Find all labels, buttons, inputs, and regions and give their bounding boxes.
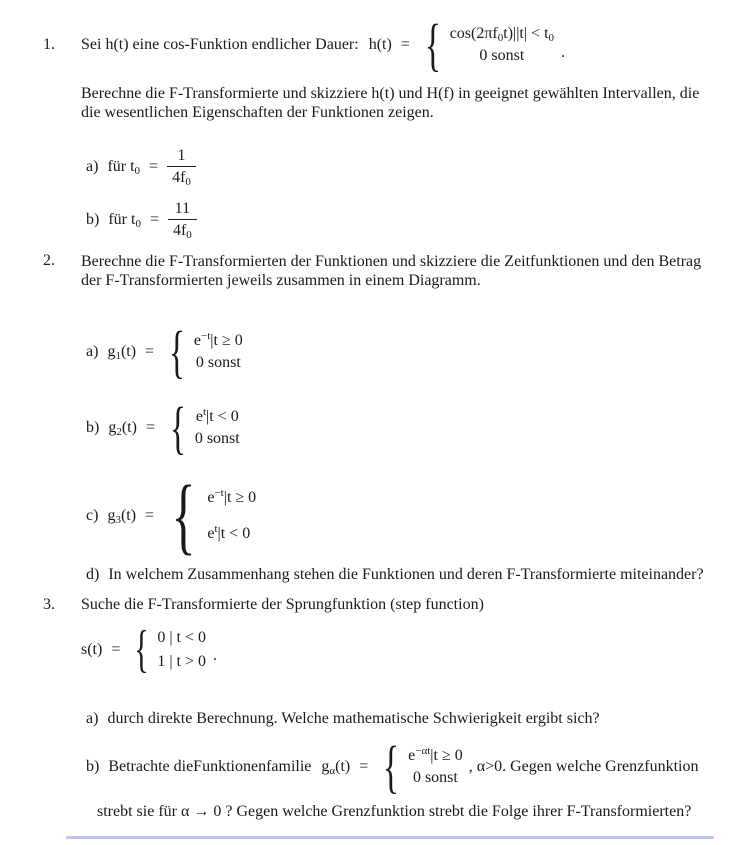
left-brace: { — [169, 395, 186, 461]
piecewise-h-row1: $\cos(2\pi f_0t)||t| < t_0$ — [449, 24, 555, 44]
piecewise-g2 — [164, 395, 240, 461]
left-brace: { — [383, 734, 400, 800]
exercise-3-paragraph: Suche die F-Transformierte der Sprungfunktion (step function) — [81, 596, 484, 613]
equals-sign: = — [149, 211, 159, 228]
fraction-1a — [167, 147, 196, 187]
g-alpha-lhs: $g_\alpha(t)$ — [321, 758, 351, 777]
piecewise-g1-row1: $e^{-t}|t \ge 0$ — [193, 329, 243, 349]
piecewise-s — [129, 621, 206, 679]
left-brace: { — [424, 12, 441, 78]
left-brace: { — [171, 467, 196, 564]
exercise-2-paragraph-line1: Berechne die F-Transformierten der Funktionen und skizziere die Zeitfunktionen und den Betrag — [81, 253, 702, 270]
exercise-1-number: 1. — [43, 36, 55, 53]
bottom-rule — [66, 836, 714, 839]
equals-sign: = — [359, 758, 369, 775]
exercise-2d — [86, 566, 704, 584]
exercise-3b-pre: Betrachte dieFunktionenfamilie — [108, 758, 312, 775]
fraction-1a-denominator: $4f_0$ — [167, 166, 196, 187]
exercise-1a-text: für $t_0$ — [107, 158, 141, 177]
exercise-3-head — [43, 596, 484, 614]
exercise-3-number: 3. — [43, 596, 55, 613]
exercise-3a — [86, 710, 600, 728]
exercise-2b — [86, 395, 240, 461]
fraction-1b-denominator: $4f_0$ — [168, 219, 197, 240]
exercise-1-paragraph — [81, 84, 699, 122]
fraction-1b — [168, 200, 197, 240]
equals-sign: = — [145, 343, 155, 360]
piecewise-s-rows — [157, 627, 206, 673]
exercise-1-head — [43, 12, 565, 78]
exercise-1b — [86, 195, 197, 245]
piecewise-g3-rows — [207, 487, 256, 545]
exercise-1a — [86, 142, 196, 192]
fraction-1a-numerator: 1 — [177, 147, 186, 164]
exercise-2-number: 2. — [43, 252, 55, 269]
item-label-2c: c) — [86, 507, 99, 524]
formula-s-period: . — [213, 647, 217, 664]
piecewise-g3-row1: $e^{-t}|t \ge 0$ — [207, 486, 257, 506]
piecewise-g1-rows — [194, 330, 243, 374]
equals-sign: = — [145, 419, 155, 436]
item-label-3b: b) — [86, 758, 100, 775]
piecewise-g2-row2: 0 sonst — [194, 429, 240, 447]
item-label-1b: b) — [86, 211, 100, 228]
exercise-2c — [86, 467, 257, 564]
item-label-2a: a) — [86, 343, 99, 360]
piecewise-s-row1: 0 | t < 0 — [157, 628, 206, 646]
exercise-2d-text: In welchem Zusammenhang stehen die Funktionen und deren F-Transformierte miteinander? — [108, 566, 704, 583]
item-label-2b: b) — [86, 419, 100, 436]
g3-lhs: $g_3(t)$ — [107, 507, 137, 526]
piecewise-g3-row2: $e^t|t < 0$ — [207, 522, 251, 542]
piecewise-h — [419, 12, 555, 78]
exercise-2-paragraph — [81, 252, 701, 290]
g2-lhs: $g_2(t)$ — [108, 419, 137, 438]
piecewise-g2-row1: $e^t|t < 0$ — [195, 405, 239, 425]
left-brace: { — [168, 319, 186, 385]
formula-s-lhs: s(t) — [81, 641, 103, 658]
exercise-2-paragraph-line2: der F-Transformierten jeweils zusammen in einem Diagramm. — [81, 272, 481, 289]
piecewise-g-alpha — [377, 734, 463, 800]
item-label-1a: a) — [86, 158, 99, 175]
exercise-3b — [86, 736, 698, 798]
exercise-3b-post: , α>0. Gegen welche Grenzfunktion — [468, 758, 699, 775]
exercise-3b-continuation: strebt sie für α → 0 ? Gegen welche Grenzfunktion strebt die Folge ihrer F-Transformierten? — [97, 803, 692, 820]
formula-h-period: . — [561, 44, 566, 61]
formula-h-lhs: h(t) — [368, 36, 392, 53]
exercise-2-head — [43, 252, 701, 290]
exercise-3a-text: durch direkte Berechnung. Welche mathematische Schwierigkeit ergibt sich? — [107, 710, 600, 727]
piecewise-g-alpha-rows — [408, 745, 463, 789]
piecewise-g-alpha-row1: $e^{-\alpha t}|t \ge 0$ — [408, 744, 463, 764]
piecewise-g1 — [163, 319, 243, 385]
equals-sign: = — [111, 641, 121, 658]
piecewise-g1-row2: 0 sonst — [195, 353, 241, 371]
exercise-2a — [86, 319, 243, 385]
piecewise-h-rows — [450, 23, 554, 67]
equals-sign: = — [400, 36, 410, 53]
exercise-1-paragraph-line2: die wesentlichen Eigenschaften der Funktionen zeigen. — [81, 104, 434, 121]
item-label-3a: a) — [86, 710, 99, 727]
left-brace: { — [134, 621, 150, 679]
formula-s — [81, 622, 217, 678]
equals-sign: = — [149, 158, 159, 175]
exercise-1b-text: für $t_0$ — [108, 211, 141, 230]
piecewise-g-alpha-row2: 0 sonst — [412, 768, 458, 786]
item-label-2d: d) — [86, 566, 100, 583]
piecewise-g2-rows — [195, 406, 240, 450]
fraction-1b-numerator: 11 — [174, 200, 191, 217]
g1-lhs: $g_1(t)$ — [107, 343, 137, 362]
exercise-1-intro: Sei h(t) eine cos-Funktion endlicher Dauer: — [81, 36, 359, 53]
piecewise-h-row2: 0 sonst — [479, 46, 525, 64]
exercise-1-paragraph-line1: Berechne die F-Transformierte und skizziere h(t) und H(f) in geeignet gewählten Intervallen, die — [81, 85, 700, 102]
piecewise-s-row2: 1 | t > 0 — [157, 652, 206, 670]
equals-sign: = — [145, 507, 155, 524]
piecewise-g3 — [163, 467, 257, 564]
